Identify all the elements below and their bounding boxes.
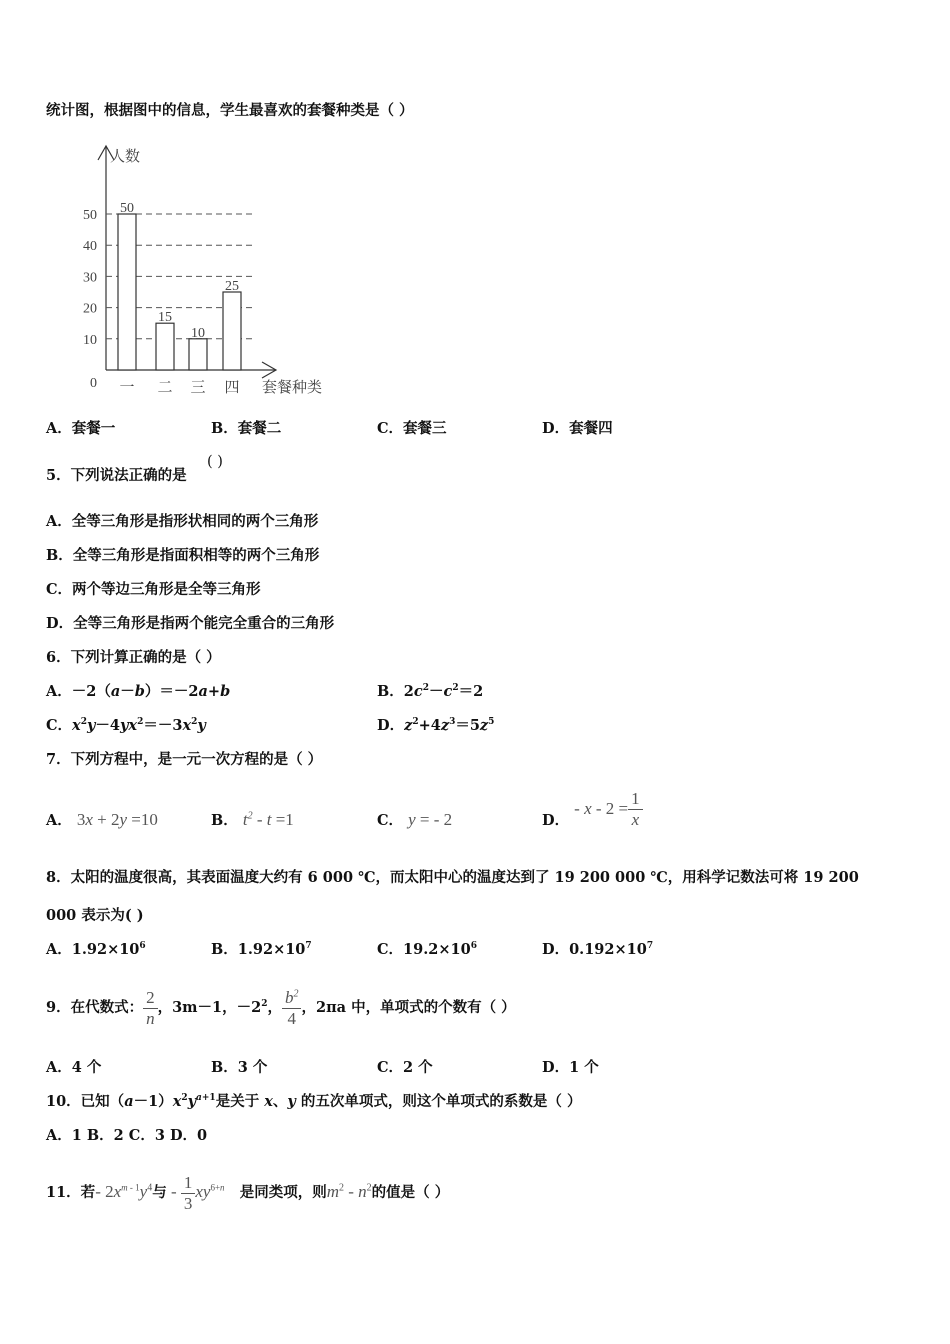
q8-stem-line2: 000 表示为( ) bbox=[46, 907, 144, 924]
q10-stem: 10．已知$(a-1)x^2y^{a+1}$是关于 x、y 的五次单项式，则这个单项式的系数是（ ） bbox=[46, 1093, 582, 1110]
q5-option-c: C．两个等边三角形是全等三角形 bbox=[46, 581, 261, 598]
q8-option-c: C．$19.2\times 10^6$ bbox=[377, 941, 477, 958]
q7-option-c: C． y = - 2 bbox=[377, 810, 453, 829]
y-tick-label: 10 bbox=[83, 332, 97, 348]
y-tick-label: 0 bbox=[90, 376, 97, 391]
q6-option-a: A．－2（a－b）＝－2a+b bbox=[46, 683, 231, 700]
bar-value-label: 25 bbox=[225, 279, 239, 294]
x-tick-label: 四 bbox=[224, 380, 240, 396]
q4-option-b: B．套餐二 bbox=[211, 420, 282, 437]
fraction-2-over-n: $\frac{2}{n}$ bbox=[143, 988, 158, 1029]
q9-option-a: A．4 个 bbox=[46, 1059, 102, 1076]
q11-stem: 11．若- $2x^{m - 1}y^4$与 - $\frac{1}{3}$ $xy^{6+n}$ 是同类项，则$m^2 - n^2$的值是（ ） bbox=[46, 1172, 450, 1213]
bar-value-label: 15 bbox=[158, 310, 172, 326]
q7-option-a: A． 3x + 2y =10 bbox=[46, 810, 158, 829]
q4-option-c: C．套餐三 bbox=[377, 420, 447, 437]
bar-value-label: 50 bbox=[120, 201, 134, 216]
q9-stem: 9．在代数式： $\frac{2}{n}$ ，3m－1，$-2^2$， $\frac{b^2}{4}$ ，2πa 中，单项式的个数有（ ） bbox=[46, 987, 516, 1028]
q8-stem-line1: 8．太阳的温度很高，其表面温度大约有 6 000 ℃，而太阳中心的温度达到了 19 200 000 ℃，用科学记数法可将 19 200 bbox=[46, 869, 859, 886]
bar-3 bbox=[189, 339, 207, 370]
x-tick-label: 一 bbox=[119, 380, 135, 396]
q5-paren: ( ) bbox=[207, 454, 223, 470]
q7-stem: 7．下列方程中，是一元一次方程的是（ ） bbox=[46, 751, 323, 768]
q10-options: A．1 B．2 C．3 D．0 bbox=[46, 1127, 208, 1144]
y-tick-label: 50 bbox=[83, 208, 97, 223]
x-axis-label: 套餐种类 bbox=[262, 380, 323, 396]
x-tick-label: 三 bbox=[190, 380, 206, 396]
y-tick-label: 30 bbox=[83, 270, 97, 286]
q8-option-a: A．$1.92\times 10^6$ bbox=[46, 941, 146, 958]
q9-option-b: B．3 个 bbox=[211, 1059, 268, 1076]
q5-stem: 5．下列说法正确的是 bbox=[46, 467, 187, 484]
x-tick-label: 二 bbox=[157, 380, 173, 396]
bar-1 bbox=[118, 214, 136, 370]
q7-option-b: B． $t^2 - t =1$ bbox=[211, 810, 294, 829]
y-axis-label: 人数 bbox=[110, 149, 141, 165]
q4-stem: 统计图，根据图中的信息，学生最喜欢的套餐种类是（ ） bbox=[46, 102, 414, 119]
q4-option-a: A．套餐一 bbox=[46, 420, 116, 437]
fraction-b2-over-4: $\frac{b^2}{4}$ bbox=[282, 988, 302, 1029]
fraction-1-over-3: $\frac{1}{3}$ bbox=[181, 1173, 196, 1214]
q9-option-d: D．1 个 bbox=[542, 1059, 599, 1076]
q6-option-d: D．$z^2+4z^3=5z^5$ bbox=[377, 717, 495, 734]
fraction-1-over-x: $\frac{1}{x}$ bbox=[628, 789, 643, 830]
q9-option-c: C．2 个 bbox=[377, 1059, 433, 1076]
bar-value-label: 10 bbox=[191, 325, 205, 341]
q8-option-b: B．$1.92\times 10^7$ bbox=[211, 941, 312, 958]
bar-2 bbox=[156, 323, 174, 370]
q7-option-d: D． - x - 2 = $\frac{1}{x}$ bbox=[542, 787, 643, 831]
q5-option-a: A．全等三角形是指形状相同的两个三角形 bbox=[46, 513, 319, 530]
q6-option-c: C．$x^2y-4yx^2=-3x^2y$ bbox=[46, 717, 206, 734]
q8-option-d: D．$0.192\times 10^7$ bbox=[542, 941, 654, 958]
bar-chart bbox=[70, 138, 370, 408]
q6-stem: 6．下列计算正确的是（ ） bbox=[46, 649, 221, 666]
bar-4 bbox=[223, 292, 241, 370]
q6-option-b: B．$2c^2-c^2=2$ bbox=[377, 683, 484, 700]
y-tick-label: 20 bbox=[83, 301, 97, 317]
q4-option-d: D．套餐四 bbox=[542, 420, 613, 437]
q5-option-b: B．全等三角形是指面积相等的两个三角形 bbox=[46, 547, 320, 564]
q5-option-d: D．全等三角形是指两个能完全重合的三角形 bbox=[46, 615, 335, 632]
y-tick-label: 40 bbox=[83, 239, 97, 255]
